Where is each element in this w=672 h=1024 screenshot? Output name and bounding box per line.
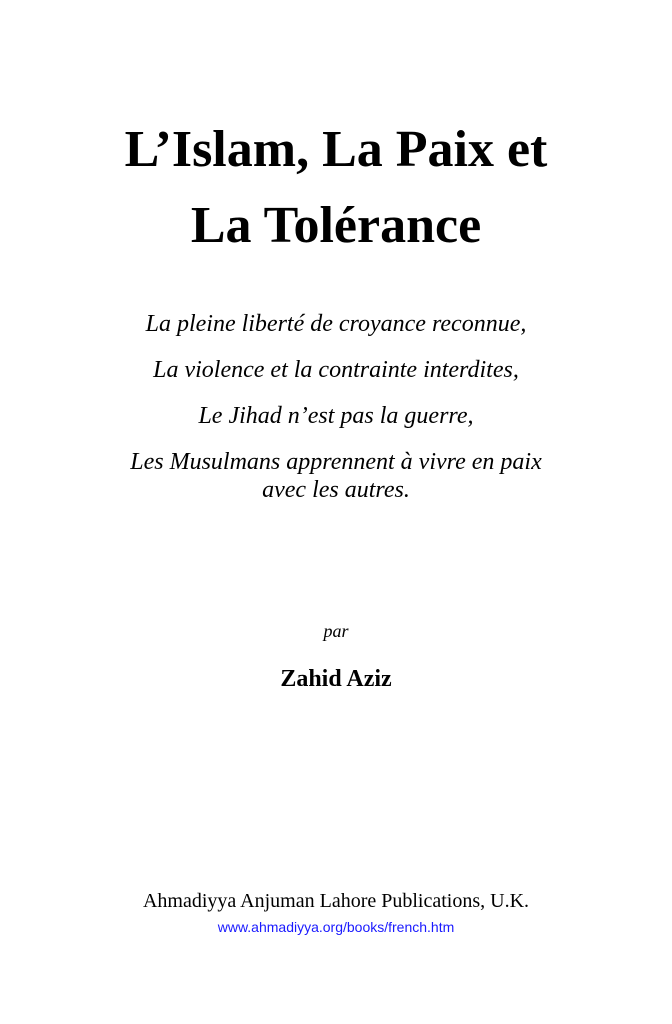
author-name: Zahid Aziz [280, 666, 392, 692]
subtitle-line: La pleine liberté de croyance reconnue, [145, 311, 527, 337]
subtitle-line: Le Jihad n’est pas la guerre, [198, 403, 474, 429]
subtitle-line: Les Musulmans apprennent à vivre en paix [130, 449, 542, 475]
subtitle-line: La violence et la contrainte interdites, [153, 357, 519, 383]
subtitle-block [0, 310, 672, 522]
book-title-line-2: La Tolérance [190, 197, 482, 254]
subtitle-line: avec les autres. [262, 477, 410, 503]
publisher-name: Ahmadiyya Anjuman Lahore Publications, U.K. [142, 890, 530, 912]
book-title [0, 112, 672, 264]
byline-par: par [323, 621, 349, 641]
book-title-line-1: L’Islam, La Paix et [124, 121, 548, 178]
publisher-url-link[interactable]: www.ahmadiyya.org/books/french.htm [217, 919, 455, 935]
